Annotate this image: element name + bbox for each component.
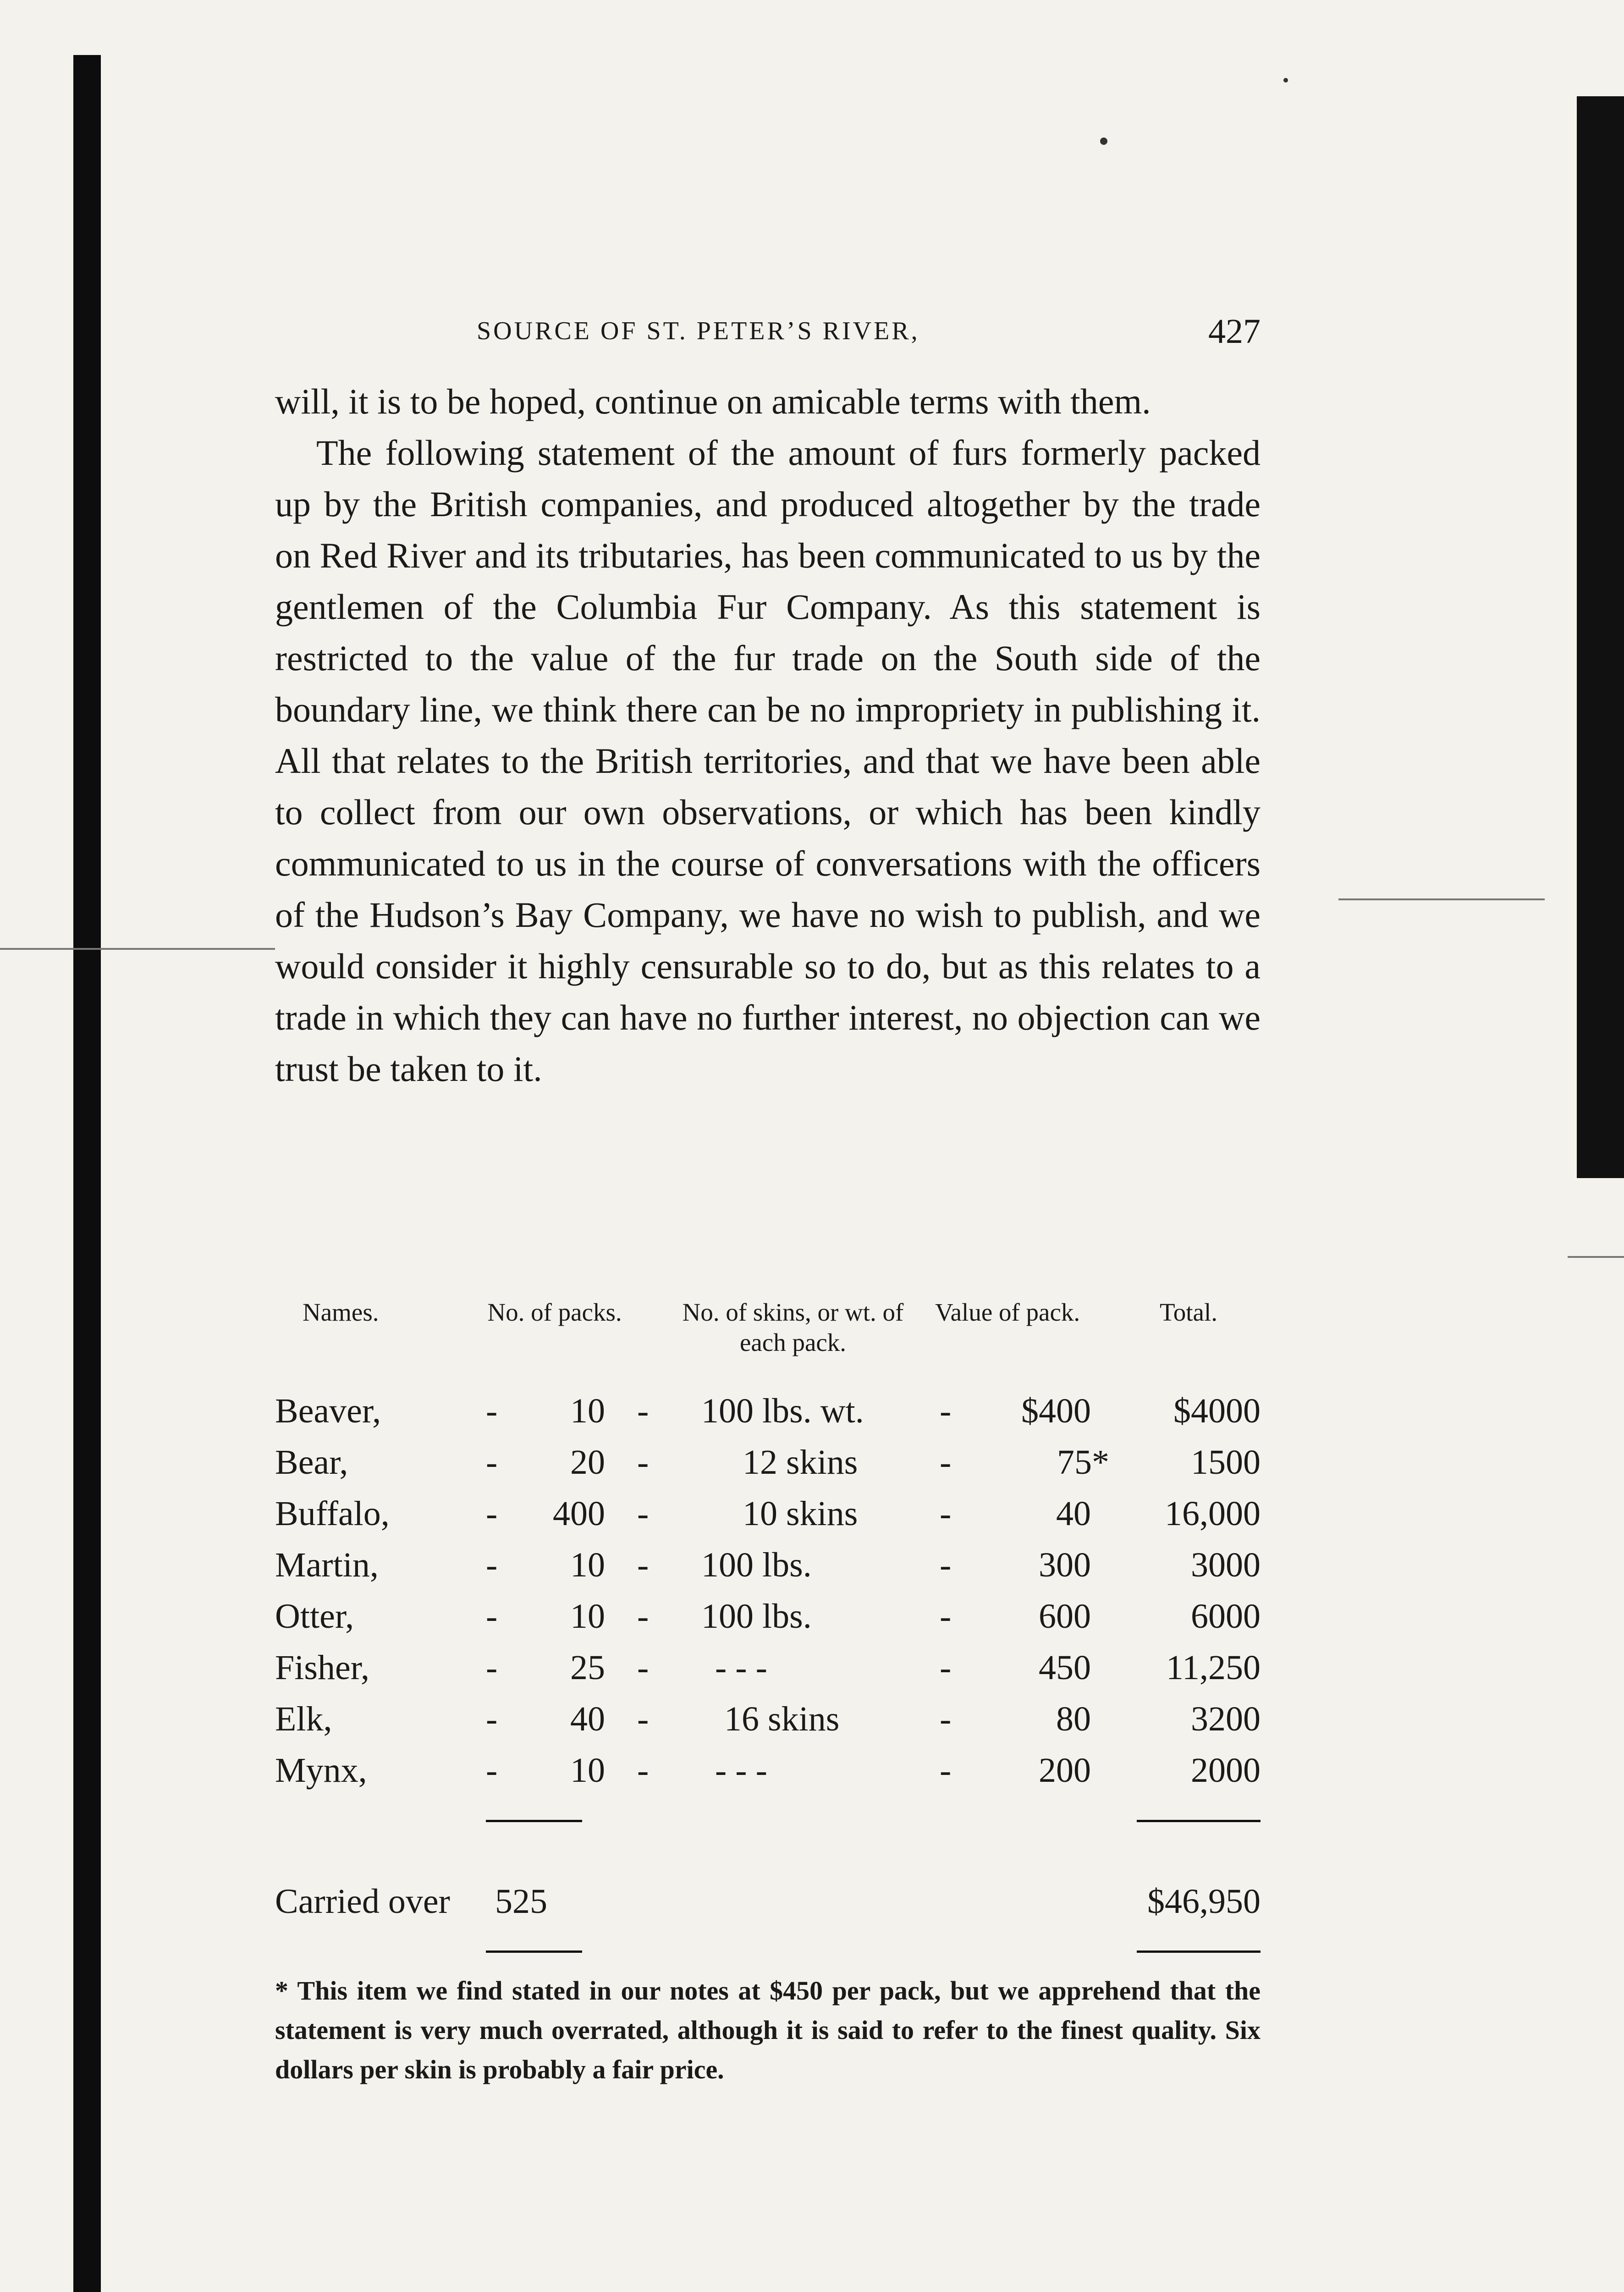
carried-over-label: Carried over bbox=[275, 1882, 450, 1921]
cell-packs: 20 bbox=[570, 1443, 605, 1482]
cell-skins: - - - bbox=[715, 1751, 767, 1790]
cell-dash: - bbox=[940, 1392, 952, 1430]
cell-total: 1500 bbox=[1191, 1443, 1261, 1482]
header-packs: No. of packs. bbox=[487, 1298, 622, 1326]
cell-total: 11,250 bbox=[1166, 1648, 1261, 1687]
cell-skins: 12 skins bbox=[743, 1443, 858, 1482]
cell-dash: - bbox=[940, 1494, 952, 1533]
cell-packs: 400 bbox=[553, 1494, 605, 1533]
header-skins: No. of skins, or wt. of each pack. bbox=[682, 1298, 904, 1356]
cell-value: 300 bbox=[1039, 1546, 1091, 1584]
cell-dash: - bbox=[486, 1751, 498, 1790]
scan-line bbox=[1568, 1256, 1624, 1258]
cell-name: Mynx, bbox=[275, 1751, 367, 1790]
sum-rule bbox=[1137, 1950, 1261, 1953]
cell-value: $400 bbox=[1021, 1392, 1091, 1430]
cell-dash: - bbox=[940, 1546, 952, 1584]
header-value: Value of pack. bbox=[935, 1298, 1080, 1326]
cell-dash: - bbox=[637, 1700, 649, 1738]
scan-edge-right bbox=[1577, 96, 1624, 1178]
footnote: * This item we find stated in our notes at $450 per pack, but we apprehend that the statement is very much overrated, although it is said to refer to the finest quality. Six dollars per skin is probably a fair price. bbox=[275, 1976, 1261, 2084]
cell-dash: - bbox=[486, 1597, 498, 1636]
cell-dash: - bbox=[637, 1494, 649, 1533]
cell-packs: 10 bbox=[570, 1751, 605, 1790]
book-page bbox=[275, 0, 1261, 2292]
cell-packs: 10 bbox=[570, 1546, 605, 1584]
carried-over-total: $46,950 bbox=[1147, 1882, 1261, 1921]
cell-dash: - bbox=[486, 1392, 498, 1430]
cell-skins: 100 lbs. bbox=[701, 1597, 812, 1636]
cell-dash: - bbox=[940, 1443, 952, 1482]
cell-total: 3200 bbox=[1191, 1700, 1261, 1738]
cell-total: 16,000 bbox=[1165, 1494, 1261, 1533]
cell-name: Fisher, bbox=[275, 1648, 369, 1687]
cell-dash: - bbox=[637, 1392, 649, 1430]
cell-dash: - bbox=[940, 1648, 952, 1687]
cell-packs: 10 bbox=[570, 1392, 605, 1430]
cell-dash: - bbox=[940, 1751, 952, 1790]
cell-value: 600 bbox=[1039, 1597, 1091, 1636]
running-head bbox=[275, 312, 1261, 351]
sum-rule bbox=[1137, 1820, 1261, 1822]
cell-value: 80 bbox=[1056, 1700, 1091, 1738]
scan-edge-left bbox=[73, 55, 101, 2292]
cell-dash: - bbox=[486, 1443, 498, 1482]
cell-packs: 40 bbox=[570, 1700, 605, 1738]
cell-dash: - bbox=[940, 1700, 952, 1738]
cell-dash: - bbox=[637, 1597, 649, 1636]
cell-total: $4000 bbox=[1173, 1392, 1261, 1430]
sum-rule bbox=[486, 1950, 582, 1953]
cell-dash: - bbox=[940, 1597, 952, 1636]
cell-total: 3000 bbox=[1191, 1546, 1261, 1584]
paragraph: will, it is to be hoped, continue on amicable terms with them. bbox=[275, 381, 1151, 421]
cell-name: Otter, bbox=[275, 1597, 354, 1636]
carried-over-packs: 525 bbox=[495, 1882, 547, 1921]
cell-packs: 25 bbox=[570, 1648, 605, 1687]
scan-speck bbox=[1283, 78, 1288, 83]
cell-total: 2000 bbox=[1191, 1751, 1261, 1790]
page-number: 427 bbox=[1208, 312, 1261, 351]
running-title: SOURCE OF ST. PETER’S RIVER, bbox=[477, 317, 920, 345]
paragraph: The following statement of the amount of furs formerly packed up by the British companies, and produced altogether by the trade on Red River and its tributaries, has been communicated to us by the gentlemen of the Columbia Fur Company. As this statement is restricted to the value of the fur trade on the South side of the boundary line, we think there can be no impropriety in publishing it. All that relates to the British territories, and that we have been able to collect from our own observations, or which has been kindly communicated to us in the course of conversations with the officers of the Hudson’s Bay Company, we have no wish to publish, and we would consider it highly censurable so to do, but as this relates to a trade in which they can have no further interest, no objection can we trust be taken to it. bbox=[275, 433, 1261, 1089]
scan-line bbox=[1338, 898, 1545, 900]
cell-value: 40 bbox=[1056, 1494, 1091, 1533]
cell-dash: - bbox=[637, 1443, 649, 1482]
body-text bbox=[275, 376, 1261, 1095]
cell-skins: 100 lbs. bbox=[701, 1546, 812, 1584]
cell-dash: - bbox=[486, 1700, 498, 1738]
fur-trade-table bbox=[275, 1297, 1261, 2008]
header-total: Total. bbox=[1160, 1298, 1217, 1326]
cell-dash: - bbox=[637, 1546, 649, 1584]
cell-total: 6000 bbox=[1191, 1597, 1261, 1636]
cell-skins: 10 skins bbox=[743, 1494, 858, 1533]
cell-dash: - bbox=[637, 1751, 649, 1790]
cell-dash: - bbox=[486, 1546, 498, 1584]
cell-value: 200 bbox=[1039, 1751, 1091, 1790]
cell-name: Bear, bbox=[275, 1443, 348, 1482]
cell-dash: - bbox=[486, 1494, 498, 1533]
cell-skins: - - - bbox=[715, 1648, 767, 1687]
cell-dash: - bbox=[486, 1648, 498, 1687]
cell-dash: - bbox=[637, 1648, 649, 1687]
cell-skins: 16 skins bbox=[724, 1700, 840, 1738]
cell-name: Elk, bbox=[275, 1700, 332, 1738]
cell-skins: 100 lbs. wt. bbox=[701, 1392, 864, 1430]
cell-name: Martin, bbox=[275, 1546, 379, 1584]
cell-name: Buffalo, bbox=[275, 1494, 390, 1533]
sum-rule bbox=[486, 1820, 582, 1822]
header-names: Names. bbox=[303, 1298, 379, 1326]
scan-line bbox=[0, 948, 275, 950]
cell-packs: 10 bbox=[570, 1597, 605, 1636]
cell-value: 450 bbox=[1039, 1648, 1091, 1687]
cell-value: 75* bbox=[1057, 1443, 1109, 1482]
cell-name: Beaver, bbox=[275, 1392, 381, 1430]
